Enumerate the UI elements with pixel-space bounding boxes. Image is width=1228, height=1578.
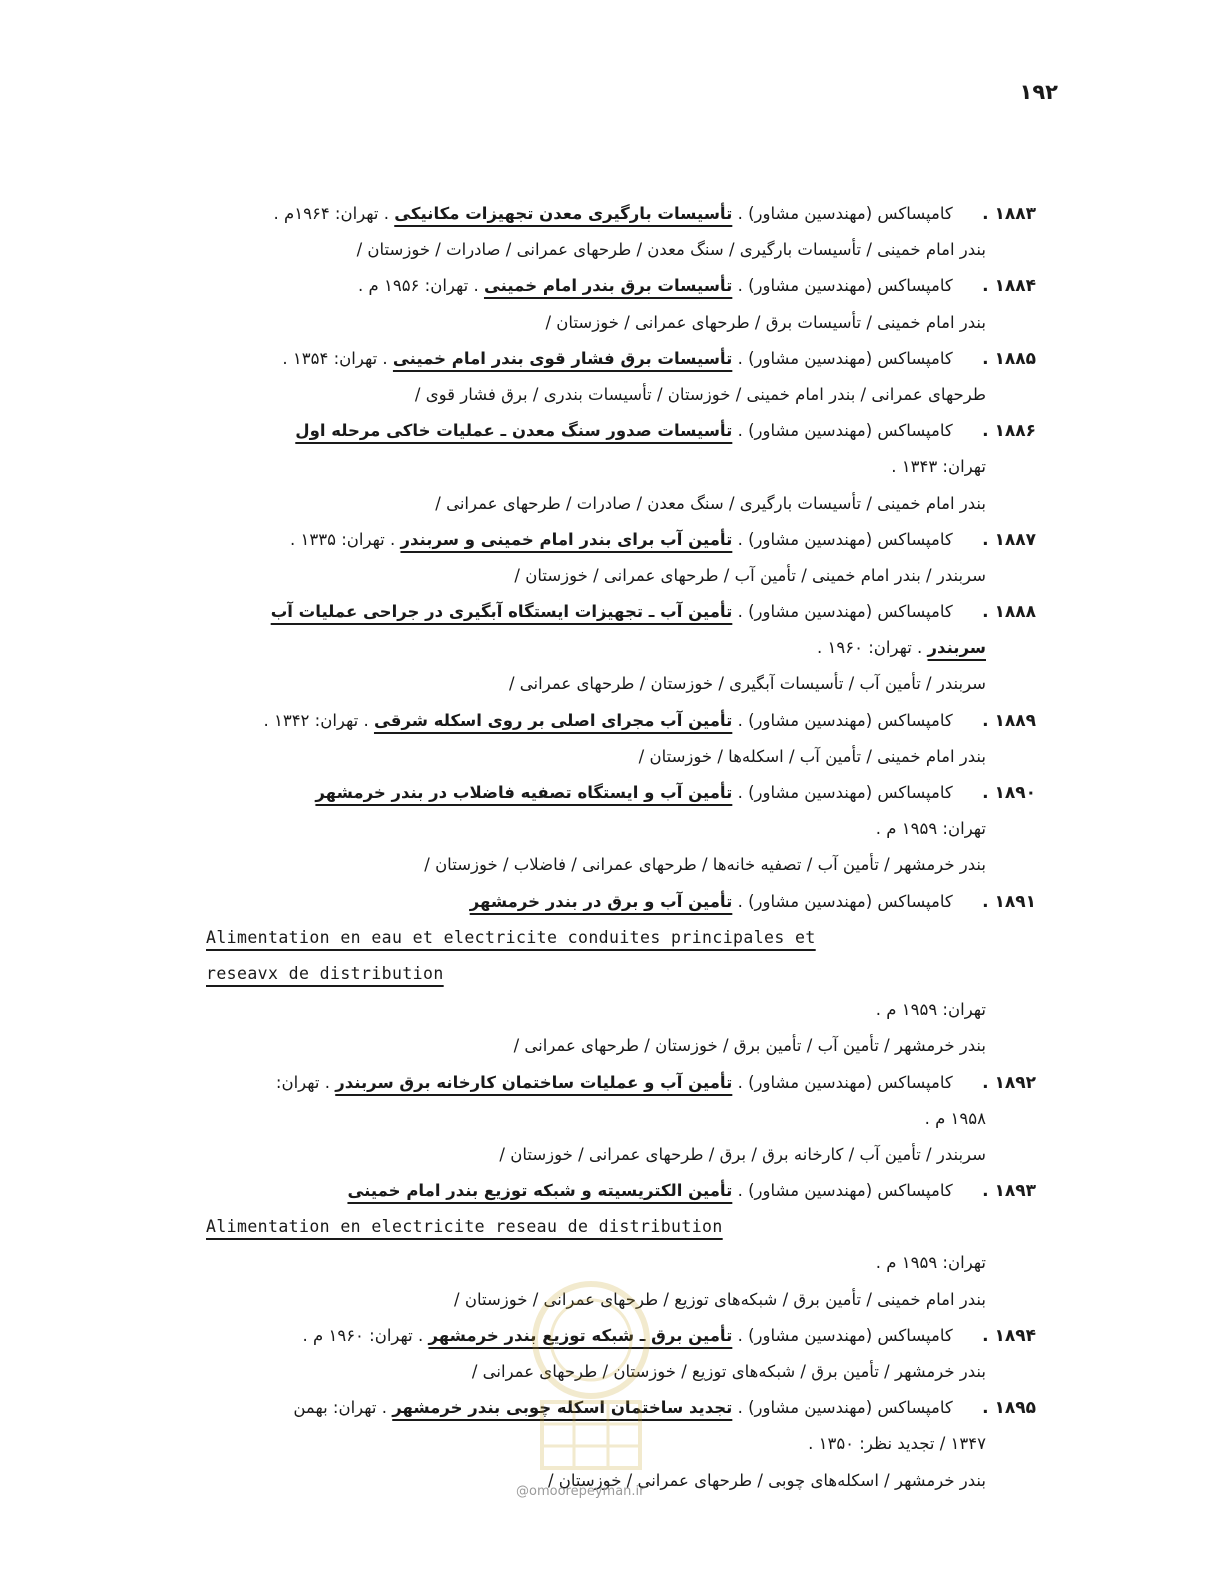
entry-latin-title — [206, 1209, 1036, 1245]
latin-title-line-2: reseavx de distribution — [206, 963, 444, 983]
entry-continuation — [206, 630, 1036, 666]
entry-subjects: طرحهای عمرانی / بندر امام خمینی / خوزستان / تأسیسات بندری / برق فشار قوی / — [414, 384, 986, 404]
entry-1890 — [206, 775, 1036, 884]
entry-author: کامپساکس (مهندسین مشاور) . — [737, 276, 953, 296]
entry-title: تأسیسات صدور سنگ معدن ـ عملیات خاکی مرحله اول — [295, 421, 733, 441]
entry-imprint: تهران: ۱۹۵۹ م . — [875, 819, 986, 839]
entry-number: ۱۸۸۸ . — [982, 602, 1036, 623]
entry-title: تأمین آب و عملیات ساختمان کارخانه برق سربندر — [335, 1072, 733, 1092]
entry-number: ۱۸۹۰ . — [982, 783, 1036, 803]
entry-1895 — [206, 1390, 1036, 1499]
entry-1892 — [206, 1065, 1036, 1174]
entry-subjects: بندر امام خمینی / تأسیسات بارگیری / سنگ معدن / طرحهای عمرانی / صادرات / خوزستان / — [356, 240, 986, 260]
entry-title: تأمین آب و ایستگاه تصفیه فاضلاب در بندر خرمشهر — [315, 783, 733, 802]
entry-imprint: . تهران: ۱۳۵۴ . — [282, 348, 388, 368]
entry-author: کامپساکس (مهندسین مشاور) . — [737, 204, 953, 223]
entry-heading — [206, 196, 1036, 232]
entry-author: کامپساکس (مهندسین مشاور) . — [737, 1398, 953, 1418]
entry-subjects: سربندر / بندر امام خمینی / تأمین آب / طرحهای عمرانی / خوزستان / — [514, 565, 986, 585]
entry-subjects: بندر امام خمینی / تأمین برق / شبکه‌های توزیع / طرحهای عمرانی / خوزستان / — [454, 1289, 986, 1309]
entry-title: تجدید ساختمان اسکله چوبی بندر خرمشهر — [392, 1398, 733, 1418]
entry-number: ۱۸۹۵ . — [982, 1398, 1036, 1419]
entry-title: تأمین آب ـ تجهیزات ایستگاه آبگیری در جراحی عملیات آب — [270, 602, 733, 622]
entry-number: ۱۸۹۱ . — [982, 891, 1036, 912]
entry-heading — [206, 413, 1036, 449]
entry-1884 — [206, 268, 1036, 340]
entry-title: تأمین برق ـ شبکه توزیع بندر خرمشهر — [428, 1325, 733, 1345]
entry-author: کامپساکس (مهندسین مشاور) . — [737, 1181, 953, 1201]
bibliography-list — [206, 196, 1036, 1499]
entry-number: ۱۸۸۷ . — [982, 529, 1036, 550]
entry-number: ۱۸۹۲ . — [982, 1072, 1036, 1093]
entry-number: ۱۸۸۳ . — [982, 204, 1036, 224]
entry-number: ۱۸۸۴ . — [982, 276, 1036, 297]
entry-1885 — [206, 341, 1036, 413]
entry-heading — [206, 522, 1036, 558]
entry-latin-title — [206, 920, 1036, 956]
entry-heading — [206, 1173, 1036, 1209]
entry-heading — [206, 268, 1036, 304]
entry-subjects: بندر امام خمینی / تأسیسات بارگیری / سنگ معدن / صادرات / طرحهای عمرانی / — [435, 493, 986, 513]
entry-subjects: بندر خرمشهر / تأمین آب / تأمین برق / خوزستان / طرحهای عمرانی / — [513, 1036, 986, 1056]
entry-imprint: تهران: ۱۹۵۹ م . — [875, 1000, 986, 1020]
entry-1889 — [206, 703, 1036, 775]
entry-number: ۱۸۸۹ . — [982, 710, 1036, 731]
entry-title: تأمین آب و برق در بندر خرمشهر — [469, 891, 733, 911]
entry-imprint: . تهران: ۱۹۶۴م . — [273, 204, 389, 223]
latin-title-line-1: Alimentation en eau et electricite conduites principales et — [206, 927, 816, 947]
entry-number: ۱۸۸۵ . — [982, 348, 1036, 369]
entry-imprint: . تهران: ۱۳۴۲ . — [263, 710, 369, 730]
entry-heading — [206, 775, 1036, 811]
entry-number: ۱۸۹۳ . — [982, 1181, 1036, 1202]
watermark-site: @omoorepeyman.ir — [516, 1484, 645, 1499]
entry-title-continuation: سربندر — [927, 638, 986, 658]
entry-1888 — [206, 594, 1036, 703]
entry-subjects: سربندر / تأمین آب / تأسیسات آبگیری / خوزستان / طرحهای عمرانی / — [508, 674, 986, 694]
entry-subjects: بندر امام خمینی / تأسیسات برق / طرحهای عمرانی / خوزستان / — [545, 312, 986, 332]
entry-number: ۱۸۸۶ . — [982, 421, 1036, 442]
entry-author: کامپساکس (مهندسین مشاور) . — [737, 421, 953, 441]
entry-latin-title — [206, 956, 1036, 992]
entry-subjects: بندر خرمشهر / اسکله‌های چوبی / طرحهای عمرانی / خوزستان / — [547, 1470, 986, 1490]
entry-author: کامپساکس (مهندسین مشاور) . — [737, 602, 953, 622]
entry-heading — [206, 703, 1036, 739]
entry-title: تأسیسات برق فشار قوی بندر امام خمینی — [392, 348, 733, 368]
entry-subjects: بندر امام خمینی / تأمین آب / اسکله‌ها / خوزستان / — [638, 746, 986, 766]
entry-imprint: . تهران: بهمن — [293, 1398, 387, 1418]
entry-imprint: تهران: ۱۹۵۹ م . — [875, 1253, 986, 1273]
entry-1891 — [206, 884, 1036, 1065]
entry-author: کامپساکس (مهندسین مشاور) . — [737, 1325, 953, 1345]
entry-imprint: . تهران: — [275, 1072, 330, 1092]
entry-subjects: سربندر / تأمین آب / کارخانه برق / برق / طرحهای عمرانی / خوزستان / — [499, 1144, 986, 1164]
entry-title: تأسیسات بارگیری معدن تجهیزات مکانیکی — [394, 204, 733, 223]
entry-author: کامپساکس (مهندسین مشاور) . — [737, 1072, 953, 1092]
entry-1887 — [206, 522, 1036, 594]
entry-author: کامپساکس (مهندسین مشاور) . — [737, 529, 953, 549]
entry-imprint-continuation: ۱۹۵۸ م . — [924, 1108, 986, 1128]
latin-title-line-1: Alimentation en electricite reseau de distribution — [206, 1217, 723, 1237]
entry-imprint-continuation: ۱۳۴۷ / تجدید نظر: ۱۳۵۰ . — [808, 1434, 986, 1454]
entry-imprint: تهران: ۱۳۴۳ . — [891, 457, 986, 477]
entry-subjects: بندر خرمشهر / تأمین آب / تصفیه خانه‌ها / طرحهای عمرانی / فاضلاب / خوزستان / — [424, 855, 986, 875]
entry-1886 — [206, 413, 1036, 522]
entry-heading — [206, 594, 1036, 630]
entry-subjects: بندر خرمشهر / تأمین برق / شبکه‌های توزیع / خوزستان / طرحهای عمرانی / — [471, 1362, 986, 1381]
entry-heading — [206, 1390, 1036, 1426]
entry-imprint: . تهران: ۱۹۶۰ . — [817, 638, 923, 658]
entry-author: کامپساکس (مهندسین مشاور) . — [737, 783, 953, 802]
entry-heading — [206, 1065, 1036, 1101]
entry-author: کامپساکس (مهندسین مشاور) . — [737, 891, 953, 911]
entry-heading — [206, 341, 1036, 377]
entry-heading — [206, 1318, 1036, 1354]
entry-number: ۱۸۹۴ . — [982, 1325, 1036, 1346]
entry-heading — [206, 884, 1036, 920]
entry-author: کامپساکس (مهندسین مشاور) . — [737, 348, 953, 368]
entry-1883 — [206, 196, 1036, 268]
entry-author: کامپساکس (مهندسین مشاور) . — [737, 710, 953, 730]
entry-1894 — [206, 1318, 1036, 1390]
entry-title: تأمین آب مجرای اصلی بر روی اسکله شرقی — [373, 710, 733, 730]
entry-title: تأمین آب برای بندر امام خمینی و سربندر — [400, 529, 733, 549]
entry-imprint: . تهران: ۱۹۶۰ م . — [302, 1325, 424, 1345]
entry-imprint: . تهران: ۱۹۵۶ م . — [358, 276, 479, 296]
page-number: ۱۹۲ — [1019, 80, 1058, 104]
entry-1893 — [206, 1173, 1036, 1318]
entry-title: تأمین الکتریسیته و شبکه توزیع بندر امام خمینی — [347, 1181, 733, 1201]
entry-imprint: . تهران: ۱۳۳۵ . — [290, 529, 396, 549]
entry-title: تأسیسات برق بندر امام خمینی — [483, 276, 733, 296]
